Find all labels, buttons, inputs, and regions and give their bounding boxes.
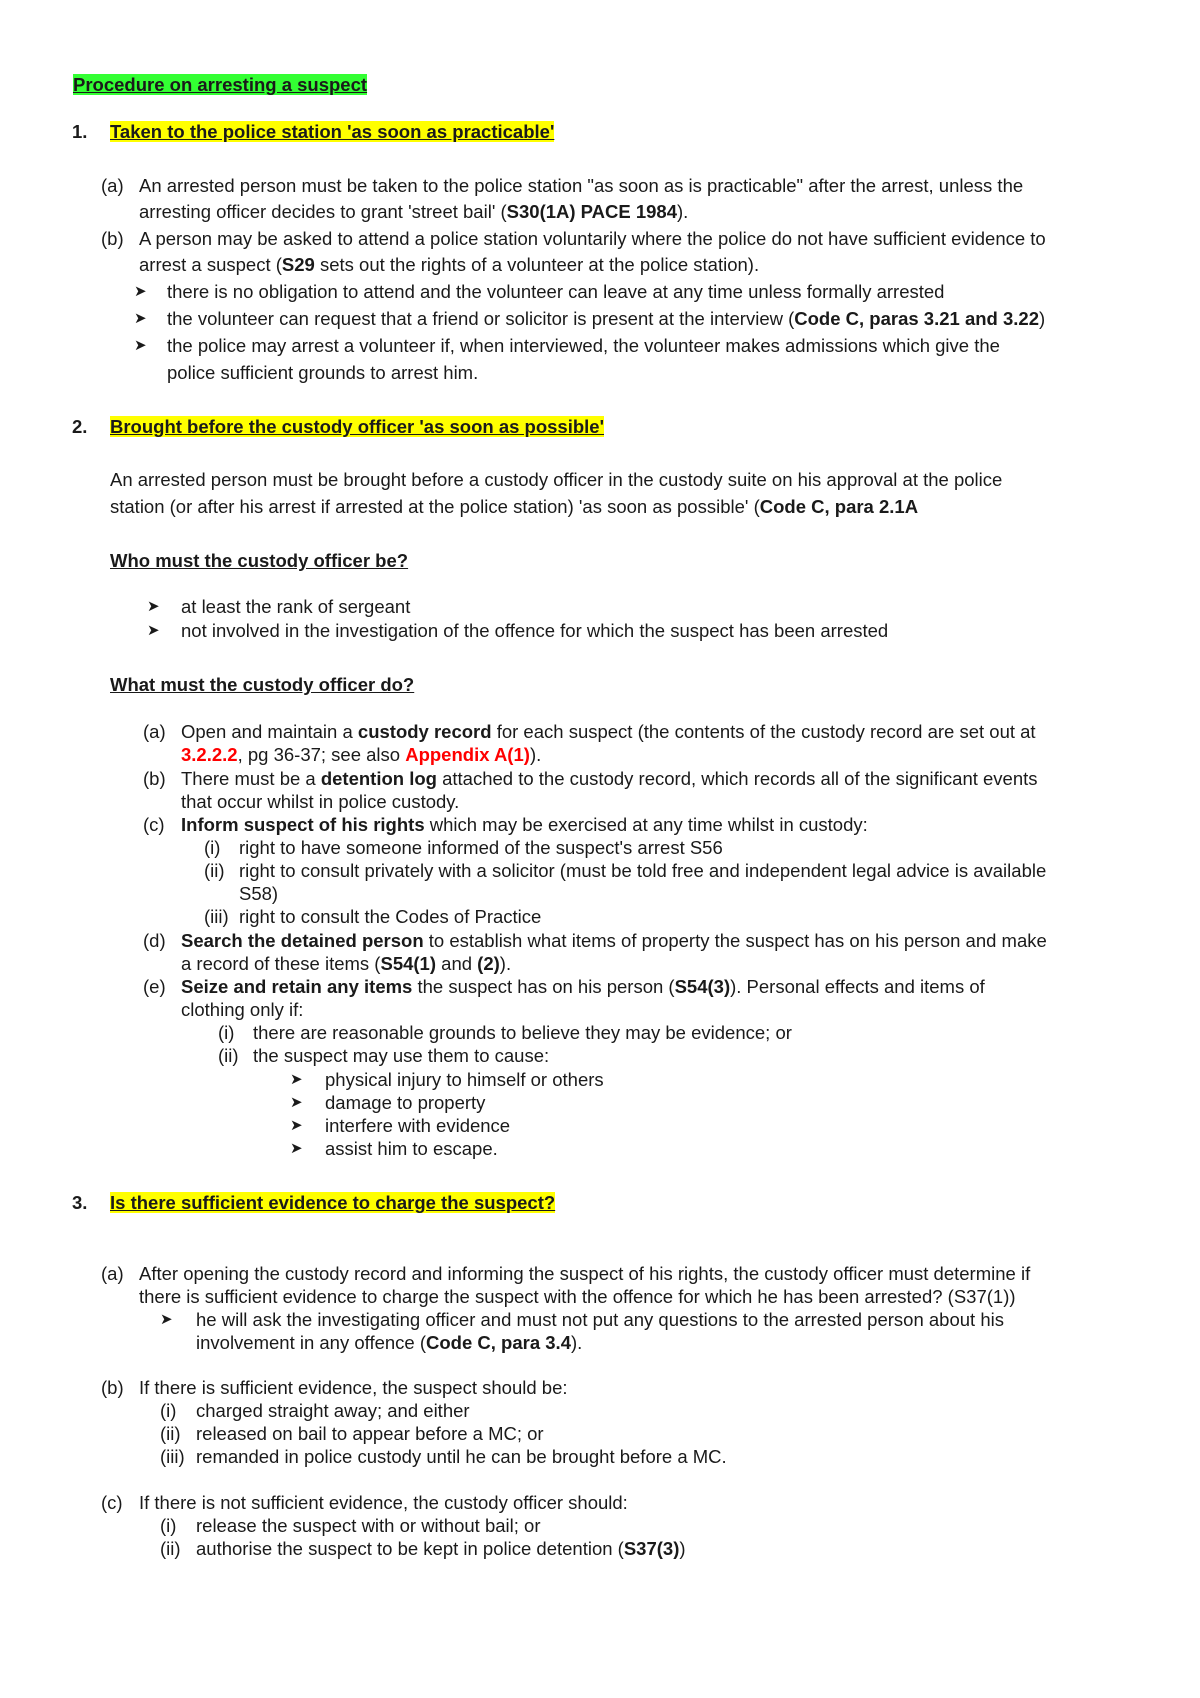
section-2-heading: Brought before the custody officer 'as soon as possible' — [110, 416, 604, 437]
s2-b-line1: There must be a detention log attached to the custody record, which records all of the significant events — [181, 768, 1038, 789]
section-2-number: 2. — [72, 416, 88, 437]
s2-c-line1: Inform suspect of his rights which may be exercised at any time whilst in custody: — [181, 814, 868, 835]
arrowhead-bullet-icon: ➤ — [147, 598, 160, 615]
section-3-heading: Is there sufficient evidence to charge the suspect? — [110, 1192, 556, 1213]
s2-e-line2: clothing only if: — [181, 999, 304, 1020]
arrowhead-bullet-icon: ➤ — [134, 337, 147, 354]
s3-b-label: (b) — [101, 1377, 124, 1398]
s2-d-label: (d) — [143, 930, 166, 951]
s2-d-line2: a record of these items (S54(1) and (2)). — [181, 953, 512, 974]
s1-b-line1: A person may be asked to attend a police station voluntarily where the police do not have sufficient evidence to — [139, 228, 1046, 249]
document-title: Procedure on arresting a suspect — [73, 74, 368, 95]
s2-e-i: there are reasonable grounds to believe they may be evidence; or — [253, 1022, 792, 1043]
arrowhead-bullet-icon: ➤ — [160, 1311, 173, 1328]
s3-a-line2: there is sufficient evidence to charge the suspect with the offence for which he has been arrested? (S37(1)) — [139, 1286, 1016, 1307]
s2-c-ii-line2: S58) — [239, 883, 279, 904]
section-1-number: 1. — [72, 121, 88, 142]
s1-bullet-2: the volunteer can request that a friend or solicitor is present at the interview (Code C, paras 3.21 and 3.22) — [167, 308, 1046, 329]
s1-b-line2: arrest a suspect (S29 sets out the rights of a volunteer at the police station). — [139, 254, 760, 275]
s3-a-bullet-line2: involvement in any offence (Code C, para 3.4). — [196, 1332, 583, 1353]
s3-b-iii: remanded in police custody until he can be brought before a MC. — [196, 1446, 727, 1467]
s2-a-label: (a) — [143, 721, 166, 742]
s2-e-bullet-2: damage to property — [325, 1092, 486, 1113]
s2-b-label: (b) — [143, 768, 166, 789]
s2-a-line1: Open and maintain a custody record for each suspect (the contents of the custody record are set out at — [181, 721, 1036, 742]
s1-bullet-1: there is no obligation to attend and the volunteer can leave at any time unless formally arrested — [167, 281, 945, 302]
who-heading: Who must the custody officer be? — [110, 550, 409, 571]
arrowhead-bullet-icon: ➤ — [290, 1071, 303, 1088]
s3-c-ii: authorise the suspect to be kept in police detention (S37(3)) — [196, 1538, 686, 1559]
s2-c-ii-line1: right to consult privately with a solicitor (must be told free and independent legal advice is available — [239, 860, 1047, 881]
s2-c-iii-label: (iii) — [204, 906, 229, 927]
who-bullet-1: at least the rank of sergeant — [181, 596, 411, 617]
arrowhead-bullet-icon: ➤ — [134, 310, 147, 327]
s3-b-i-label: (i) — [160, 1400, 177, 1421]
s1-bullet-3-line2: police sufficient grounds to arrest him. — [167, 362, 479, 383]
s3-b-ii-label: (ii) — [160, 1423, 181, 1444]
s2-e-ii-label: (ii) — [218, 1045, 239, 1066]
s3-c-ii-label: (ii) — [160, 1538, 181, 1559]
arrowhead-bullet-icon: ➤ — [290, 1117, 303, 1134]
s3-c-i: release the suspect with or without bail; or — [196, 1515, 541, 1536]
s2-e-line1: Seize and retain any items the suspect has on his person (S54(3)). Personal effects and items of — [181, 976, 985, 997]
s3-c-label: (c) — [101, 1492, 123, 1513]
arrowhead-bullet-icon: ➤ — [290, 1094, 303, 1111]
s3-a-line1: After opening the custody record and informing the suspect of his rights, the custody officer must determine if — [139, 1263, 1031, 1284]
s2-e-i-label: (i) — [218, 1022, 235, 1043]
s2-c-ii-label: (ii) — [204, 860, 225, 881]
s2-c-label: (c) — [143, 814, 165, 835]
s3-a-bullet-line1: he will ask the investigating officer and must not put any questions to the arrested person about his — [196, 1309, 1004, 1330]
s3-b-ii: released on bail to appear before a MC; or — [196, 1423, 544, 1444]
s2-e-bullet-3: interfere with evidence — [325, 1115, 511, 1136]
s2-b-line2: that occur whilst in police custody. — [181, 791, 460, 812]
arrowhead-bullet-icon: ➤ — [134, 283, 147, 300]
s2-e-bullet-1: physical injury to himself or others — [325, 1069, 604, 1090]
s2-para-line1: An arrested person must be brought before a custody officer in the custody suite on his approval at the police — [110, 469, 1003, 490]
s3-b-i: charged straight away; and either — [196, 1400, 470, 1421]
s3-c-line1: If there is not sufficient evidence, the custody officer should: — [139, 1492, 628, 1513]
s2-c-i-label: (i) — [204, 837, 221, 858]
s2-d-line1: Search the detained person to establish what items of property the suspect has on his person and make — [181, 930, 1047, 951]
s2-e-bullet-4: assist him to escape. — [325, 1138, 498, 1159]
arrowhead-bullet-icon: ➤ — [290, 1140, 303, 1157]
s1-bullet-3-line1: the police may arrest a volunteer if, when interviewed, the volunteer makes admissions which give the — [167, 335, 1000, 356]
who-bullet-2: not involved in the investigation of the offence for which the suspect has been arrested — [181, 620, 889, 641]
s3-b-line1: If there is sufficient evidence, the suspect should be: — [139, 1377, 568, 1398]
section-1-heading: Taken to the police station 'as soon as practicable' — [110, 121, 555, 142]
s3-a-label: (a) — [101, 1263, 124, 1284]
s2-a-line2: 3.2.2.2, pg 36-37; see also Appendix A(1)). — [181, 744, 542, 765]
s2-c-iii: right to consult the Codes of Practice — [239, 906, 542, 927]
s2-e-label: (e) — [143, 976, 166, 997]
s2-e-ii: the suspect may use them to cause: — [253, 1045, 550, 1066]
s3-c-i-label: (i) — [160, 1515, 177, 1536]
s1-a-label: (a) — [101, 175, 124, 196]
s1-a-line2: arresting officer decides to grant 'street bail' (S30(1A) PACE 1984). — [139, 201, 689, 222]
arrowhead-bullet-icon: ➤ — [147, 622, 160, 639]
s1-a-line1: An arrested person must be taken to the police station "as soon as is practicable" after the arrest, unless the — [139, 175, 1024, 196]
s3-b-iii-label: (iii) — [160, 1446, 185, 1467]
section-3-number: 3. — [72, 1192, 88, 1213]
s2-c-i: right to have someone informed of the suspect's arrest S56 — [239, 837, 723, 858]
s2-para-line2: station (or after his arrest if arrested at the police station) 'as soon as possible' (Code C, para 2.1A — [110, 496, 919, 517]
what-heading: What must the custody officer do? — [110, 674, 415, 695]
s1-b-label: (b) — [101, 228, 124, 249]
